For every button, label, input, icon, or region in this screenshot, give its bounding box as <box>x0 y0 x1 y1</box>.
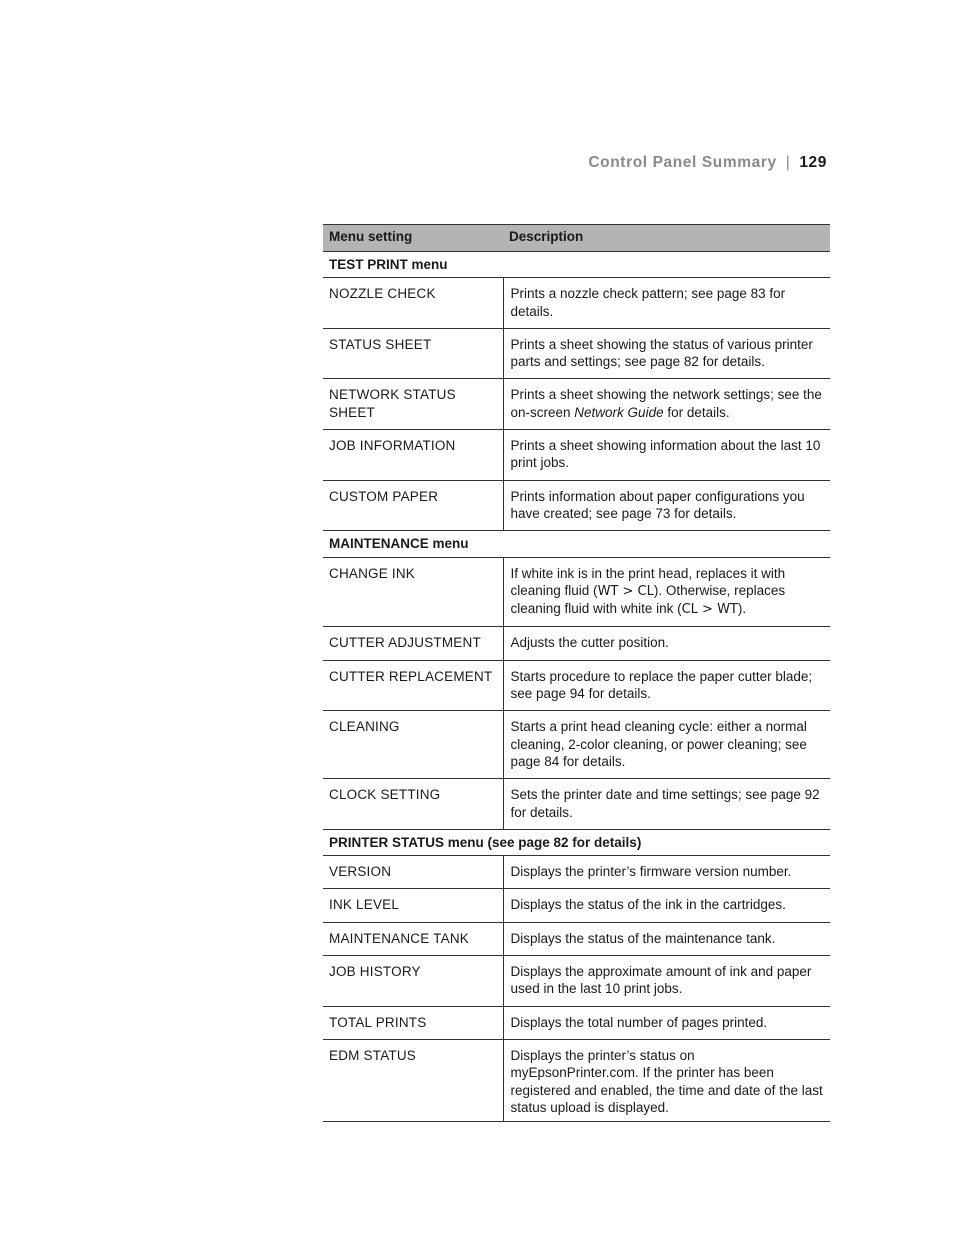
description-text: Prints a sheet showing the network settings; see the on-screen <box>510 387 822 420</box>
table-row <box>323 922 830 955</box>
panel-code: WT > CL <box>597 583 654 599</box>
description-cell: Prints information about paper configurations you have created; see page 73 for details. <box>503 480 830 531</box>
table-row <box>323 711 830 779</box>
description-cell: Prints a sheet showing the status of various printer parts and settings; see page 82 for details. <box>503 328 830 379</box>
description-cell: Sets the printer date and time settings; see page 92 for details. <box>503 779 830 830</box>
description-text: ). <box>737 601 747 617</box>
table-row <box>323 278 830 329</box>
description-cell <box>503 379 830 430</box>
description-cell: Adjusts the cutter position. <box>503 627 830 660</box>
setting-nozzle-check: NOZZLE CHECK <box>323 278 503 329</box>
table-row <box>323 379 830 430</box>
setting-cutter-adjustment: CUTTER ADJUSTMENT <box>323 627 503 660</box>
header-separator: | <box>785 154 791 171</box>
table-row <box>323 627 830 660</box>
column-header-description: Description <box>503 225 830 252</box>
setting-maintenance-tank: MAINTENANCE TANK <box>323 922 503 955</box>
setting-total-prints: TOTAL PRINTS <box>323 1006 503 1039</box>
section-test-print <box>323 252 830 278</box>
setting-job-history: JOB HISTORY <box>323 956 503 1007</box>
description-cell: Displays the printer’s firmware version number. <box>503 856 830 889</box>
setting-edm-status: EDM STATUS <box>323 1039 503 1121</box>
section-title-test-print: TEST PRINT menu <box>323 252 830 278</box>
description-cell: Starts procedure to replace the paper cutter blade; see page 94 for details. <box>503 660 830 711</box>
setting-cleaning: CLEANING <box>323 711 503 779</box>
table-row <box>323 1006 830 1039</box>
description-text: for details. <box>663 404 730 420</box>
setting-job-information: JOB INFORMATION <box>323 430 503 481</box>
description-text: ). Otherwise, replaces cleaning fluid with white ink ( <box>510 582 786 617</box>
description-cell: Displays the status of the ink in the cartridges. <box>503 889 830 922</box>
table-row <box>323 557 830 627</box>
description-cell <box>503 557 830 627</box>
description-cell: Prints a nozzle check pattern; see page 83 for details. <box>503 278 830 329</box>
setting-custom-paper: CUSTOM PAPER <box>323 480 503 531</box>
setting-status-sheet: STATUS SHEET <box>323 328 503 379</box>
description-cell: Displays the printer’s status on myEpsonPrinter.com. If the printer has been registered and enabled, the time and date of the last status upload is displayed. <box>503 1039 830 1121</box>
menu-settings-table <box>323 224 830 1122</box>
setting-change-ink: CHANGE INK <box>323 557 503 627</box>
setting-ink-level: INK LEVEL <box>323 889 503 922</box>
table-row <box>323 660 830 711</box>
description-cell: Displays the total number of pages printed. <box>503 1006 830 1039</box>
running-header <box>588 154 827 172</box>
table-row <box>323 856 830 889</box>
page-number: 129 <box>799 154 827 171</box>
table-row <box>323 480 830 531</box>
section-title: Control Panel Summary <box>588 154 777 171</box>
table-header-row <box>323 225 830 252</box>
description-cell: Displays the approximate amount of ink and paper used in the last 10 print jobs. <box>503 956 830 1007</box>
setting-version: VERSION <box>323 856 503 889</box>
setting-network-status-sheet: NETWORK STATUS SHEET <box>323 379 503 430</box>
table-row <box>323 430 830 481</box>
panel-code: CL > WT <box>681 602 738 618</box>
table-row <box>323 956 830 1007</box>
table-row <box>323 1039 830 1121</box>
description-cell: Starts a print head cleaning cycle: either a normal cleaning, 2-color cleaning, or power cleaning; see page 84 for details. <box>503 711 830 779</box>
setting-cutter-replacement: CUTTER REPLACEMENT <box>323 660 503 711</box>
setting-clock-setting: CLOCK SETTING <box>323 779 503 830</box>
table-row <box>323 779 830 830</box>
network-guide-title: Network Guide <box>574 404 664 420</box>
section-title-printer-status: PRINTER STATUS menu (see page 82 for details) <box>323 829 830 855</box>
description-cell: Displays the status of the maintenance tank. <box>503 922 830 955</box>
section-printer-status <box>323 829 830 855</box>
description-text: If white ink is in the print head, replaces it with cleaning fluid ( <box>510 565 786 598</box>
section-title-maintenance: MAINTENANCE menu <box>323 531 830 557</box>
description-cell: Prints a sheet showing information about the last 10 print jobs. <box>503 430 830 481</box>
table-row <box>323 328 830 379</box>
column-header-setting: Menu setting <box>323 225 503 252</box>
section-maintenance <box>323 531 830 557</box>
table-row <box>323 889 830 922</box>
